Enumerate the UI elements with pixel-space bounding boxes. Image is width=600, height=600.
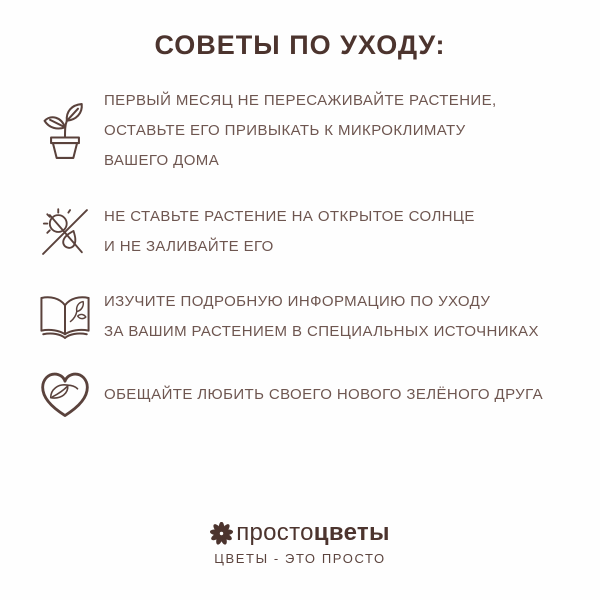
tip-text	[96, 287, 539, 347]
tip-row-sun-water	[34, 202, 584, 262]
tip-line: ПЕРВЫЙ МЕСЯЦ НЕ ПЕРЕСАЖИВАЙТЕ РАСТЕНИЕ,	[104, 92, 497, 109]
page-title: СОВЕТЫ ПО УХОДУ:	[154, 30, 446, 60]
footer	[0, 519, 600, 566]
tip-row-love	[34, 370, 584, 420]
no-sun-no-overwatering-icon	[34, 205, 96, 259]
tip-line: ВАШЕГО ДОМА	[104, 152, 220, 169]
potted-plant-icon	[34, 102, 96, 160]
tip-line: ОБЕЩАЙТЕ ЛЮБИТЬ СВОЕГО НОВОГО ЗЕЛЁНОГО ДРУГА	[104, 386, 544, 403]
tip-text	[96, 86, 497, 176]
tip-line: НЕ СТАВЬТЕ РАСТЕНИЕ НА ОТКРЫТОЕ СОЛНЦЕ	[104, 208, 475, 225]
tip-row-repotting	[34, 86, 584, 176]
tip-text	[96, 380, 543, 410]
open-book-leaf-icon	[34, 290, 96, 344]
tip-line: И НЕ ЗАЛИВАЙТЕ ЕГО	[104, 238, 274, 255]
brand-row	[0, 519, 600, 547]
brand-tagline: ЦВЕТЫ - ЭТО ПРОСТО	[214, 551, 386, 566]
flower-logo-icon	[210, 522, 233, 545]
tip-row-information	[34, 287, 584, 347]
tip-line: ОСТАВЬТЕ ЕГО ПРИВЫКАТЬ К МИКРОКЛИМАТУ	[104, 122, 466, 139]
tip-line: ЗА ВАШИМ РАСТЕНИЕМ В СПЕЦИАЛЬНЫХ ИСТОЧНИКАХ	[104, 323, 539, 340]
brand-name	[236, 519, 390, 547]
tip-line: ИЗУЧИТЕ ПОДРОБНУЮ ИНФОРМАЦИЮ ПО УХОДУ	[104, 293, 491, 310]
tips-list	[34, 86, 584, 420]
brand-prefix: просто	[236, 519, 314, 546]
heart-leaf-icon	[34, 370, 96, 420]
brand-suffix: цветы	[313, 519, 390, 546]
tip-text	[96, 202, 475, 262]
